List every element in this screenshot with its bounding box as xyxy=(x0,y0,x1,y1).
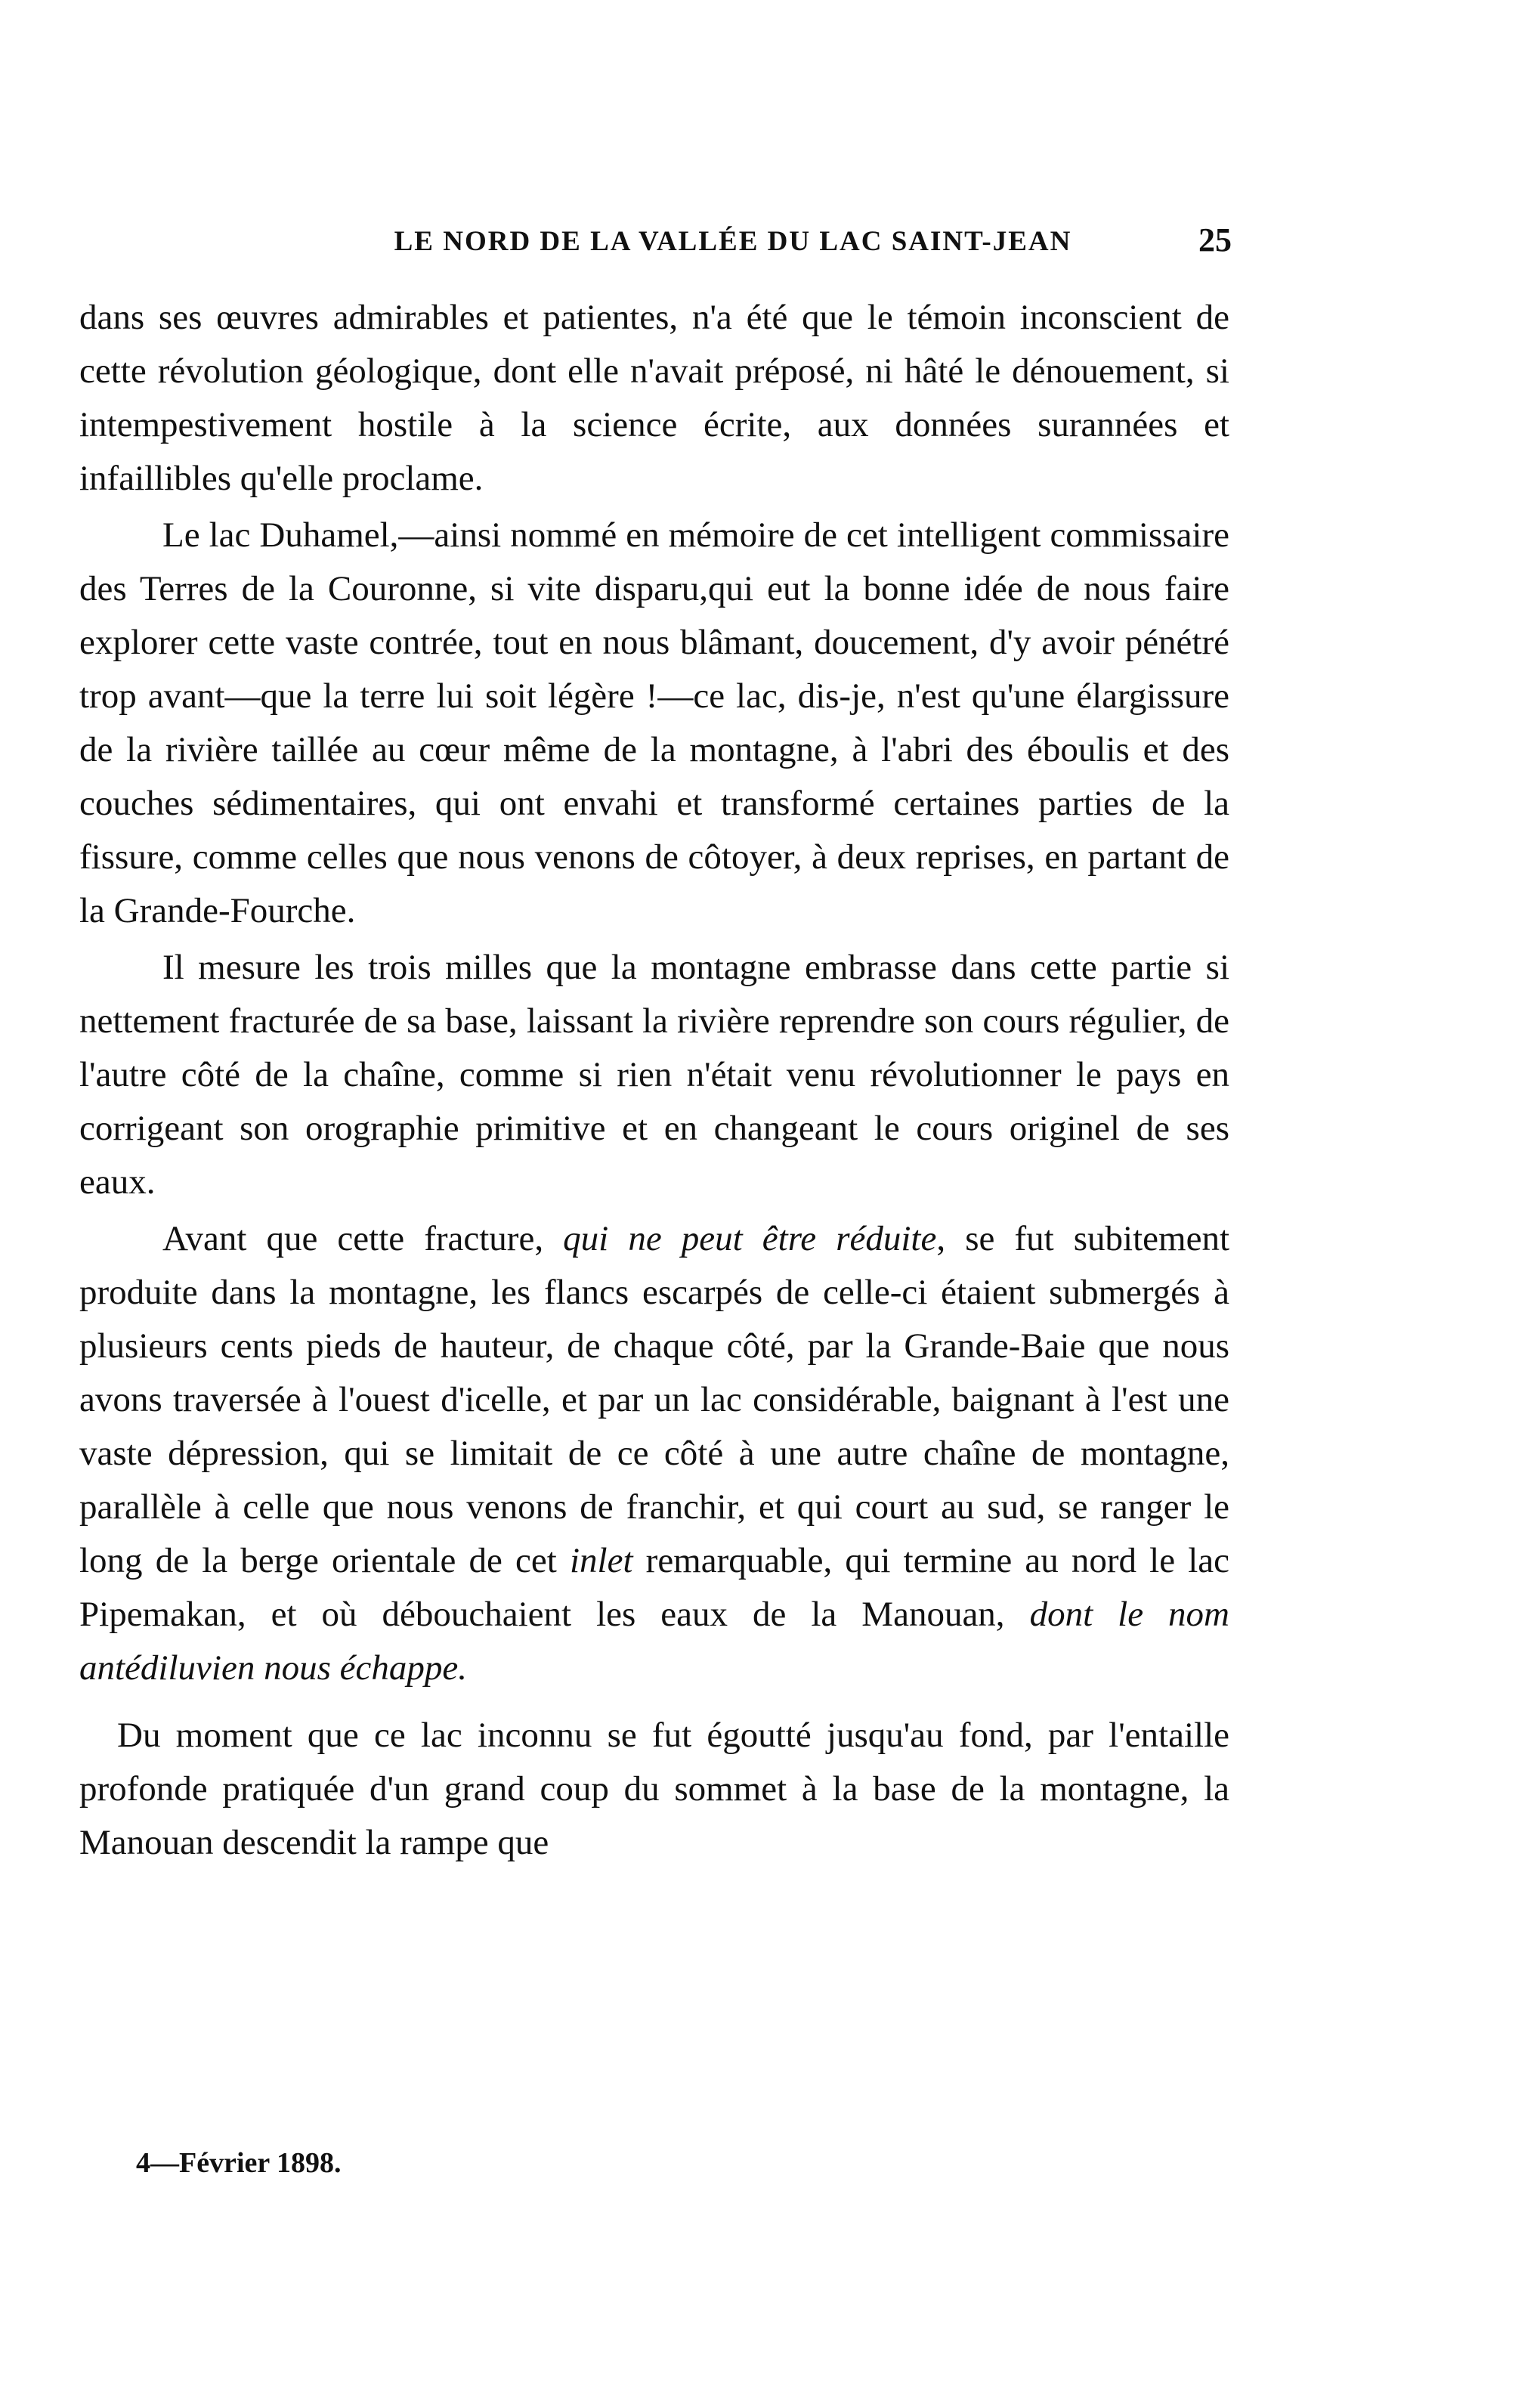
paragraph-4-italic-3: dont le nom antédiluvien nous échappe. xyxy=(79,1595,1230,1688)
paragraph-5: Du moment que ce lac inconnu se fut égoutté jusqu'au fond, par l'entaille profonde pratiquée d'un grand coup du sommet à la base de la montagne, la Manouan descendit la rampe que xyxy=(79,1716,1229,1862)
signature-line: 4—Février 1898. xyxy=(136,2147,342,2179)
paragraph-4 xyxy=(79,1212,1229,1695)
paragraph-4-part-3: remarquable, qui termine au nord le lac Pipemakan, et où débouchaient les eaux de la Manouan, xyxy=(79,1541,1229,1634)
paragraph-2: Le lac Duhamel,—ainsi nommé en mémoire de cet intelligent commissaire des Terres de la Couronne, si vite disparu,qui eut la bonne idée de nous faire explorer cette vaste contrée, tout en nous blâmant, doucement, d'y avoir pénétré trop avant—que la terre lui soit légère !—ce lac, dis-je, n'est qu'une élargissure de la rivière taillée au cœur même de la montagne, à l'abri des éboulis et des couches sédimentaires, qui ont envahi et transformé certaines parties de la fissure, comme celles que nous venons de côtoyer, à deux reprises, en partant de la Grande-Fourche. xyxy=(79,515,1229,930)
body-text xyxy=(79,291,1229,1873)
paragraph-3: Il mesure les trois milles que la montagne embrasse dans cette partie si nettement fracturée de sa base, laissant la rivière reprendre son cours régulier, de l'autre côté de la chaîne, comme si rien n'était venu révolutionner le pays en corrigeant son orographie primitive et en changeant le cours originel de ses eaux. xyxy=(79,948,1229,1202)
page-number: 25 xyxy=(1198,221,1232,258)
paragraph-1: dans ses œuvres admirables et patientes, n'a été que le témoin inconscient de cette révolution géologique, dont elle n'avait préposé, ni hâté le dénouement, si intempestivement hostile à la science écrite, aux données surannées et infaillibles qu'elle proclame. xyxy=(79,298,1229,498)
paragraph-4-italic-1: qui ne peut être réduite xyxy=(563,1219,937,1258)
paragraph-4-part-2: , se fut subitement produite dans la montagne, les flancs escarpés de celle-ci étaient submergés à plusieurs cents pieds de hauteur, de chaque côté, par la Grande-Baie que nous avons traversée à l'ouest d'icelle, et par un lac considérable, baignant à l'est une vaste dépression, qui se limitait de ce côté à une autre chaîne de montagne, parallèle à celle que nous venons de franchir, et qui court au sud, se ranger le long de la berge orientale de cet xyxy=(79,1219,1230,1580)
running-title: LE NORD DE LA VALLÉE DU LAC SAINT-JEAN xyxy=(394,226,1072,257)
paragraph-4-part-1: Avant que cette fracture, xyxy=(162,1219,564,1258)
paragraph-4-italic-2: inlet xyxy=(569,1541,633,1580)
